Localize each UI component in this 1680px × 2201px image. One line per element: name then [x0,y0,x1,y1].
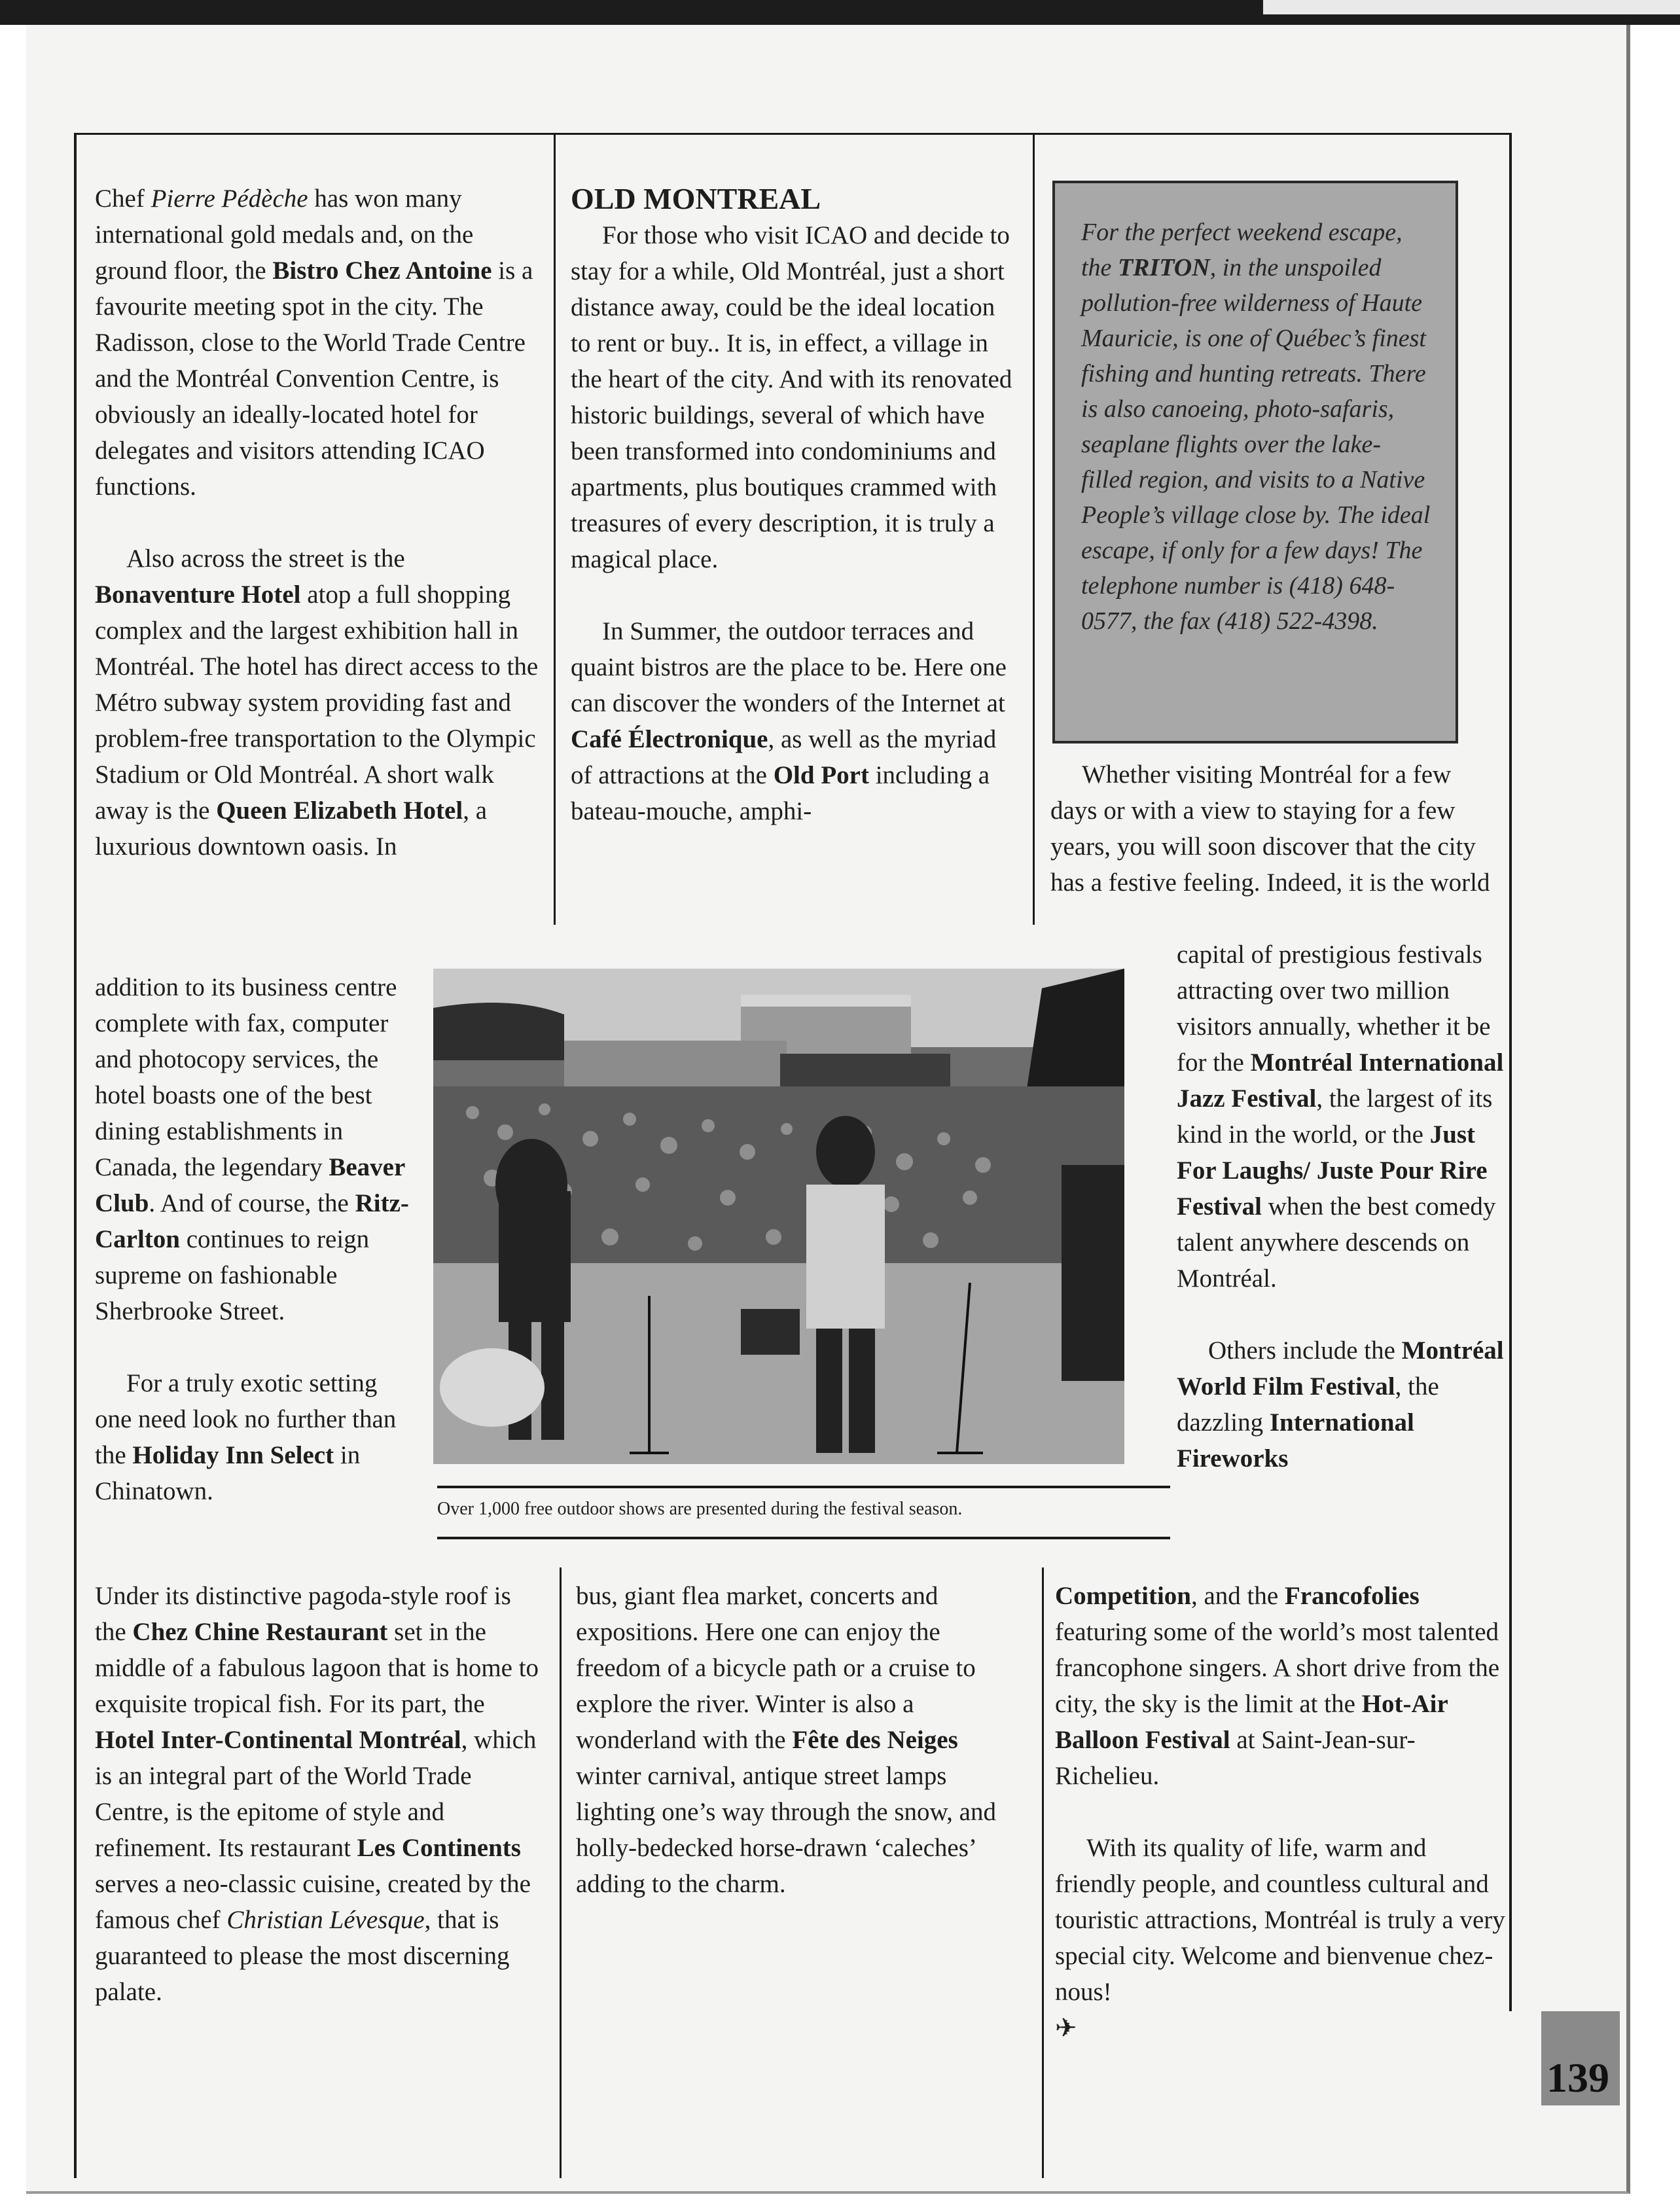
paragraph-chef: Chef Pierre Pédèche has won many international gold medals and, on the ground floor, the Bistro Chez Antoine is a favourite meeting spot in the city. The Radisson, close to the World Trade Centre and the Montréal Convention Centre, is obviously an ideally-located hotel for delegates and visitors attending ICAO functions. [95,185,533,501]
photo-caption: Over 1,000 free outdoor shows are presented during the festival season. [437,1499,963,1519]
paragraph-summer: In Summer, the outdoor terraces and quaint bistros are the place to be. Here one can discover the wonders of the Internet at Café Électronique, as well as the myriad of attractions at the Old Port including a bateau-mouche, amphi- [571,617,1007,825]
paragraph-francofolies: Competition, and the Francofolies featuring some of the world’s most talented francophone singers. A short drive from the city, the sky is the limit at the Hot-Air Balloon Festival at Saint-Jean-sur-Richelieu. [1055,1582,1500,1790]
paragraph-holiday-inn: For a truly exotic setting one need look no further than the Holiday Inn Select in Chinatown. [95,1369,397,1505]
section-heading-old-montreal: OLD MONTREAL [571,182,821,215]
column-divider-2-bottom [1042,1567,1044,2178]
paragraph-bonaventure: Also across the street is the Bonaventure Hotel atop a full shopping complex and the largest exhibition hall in Montréal. The hotel has direct access to the Métro subway system providing fast and problem-free transportation to the Olympic Stadium or Old Montréal. A short walk away is the Queen Elizabeth Hotel, a luxurious downtown oasis. In [95,545,539,861]
paragraph-others: Others include the Montréal World Film Festival, the dazzling International Fireworks [1177,1336,1504,1473]
column-3-middle [1177,937,1507,1476]
paragraph-old-montreal: For those who visit ICAO and decide to stay for a while, Old Montréal, just a short distance away, could be the ideal location to rent or buy.. It is, in effect, a village in the heart of the city. And with its renovated historic buildings, several of which have been transformed into condominiums and apartments, plus boutiques crammed with treasures of every description, it is truly a magical place. [571,221,1012,573]
column-2-top [571,181,1016,829]
column-divider-1-top [554,133,556,925]
column-3-bottom [1055,1578,1507,2046]
scan-edge-top-light [1263,0,1680,14]
column-3-top [1050,757,1502,901]
page-number-tab [1541,2011,1620,2105]
column-1-bottom [95,1578,546,2010]
column-divider-1-bottom [560,1567,562,2178]
paragraph-beaver-club: addition to its business centre complete with fax, computer and photocopy services, the hotel boasts one of the best dining establishments in Canada, the legendary Beaver Club. And of course, the Ritz-Carlton continues to reign supreme on fashionable Sherbrooke Street. [95,973,409,1325]
paragraph-chez-chine: Under its distinctive pagoda-style roof is the Chez Chine Restaurant set in the middle of a fabulous lagoon that is home to exquisite tropical fish. For its part, the Hotel Inter-Continental Montréal, which is an integral part of the World Trade Centre, is the epitome of style and refinement. Its restaurant Les Continents serves a neo-classic cuisine, created by the famous chef Christian Lévesque, that is guaranteed to please the most discerning palate. [95,1582,539,2006]
paragraph-winter: bus, giant flea market, concerts and expositions. Here one can enjoy the freedom of a bicycle path or a cruise to explore the river. Winter is also a wonderland with the Fête des Neiges winter carnival, antique street lamps lighting one’s way through the snow, and holly-bedecked horse-drawn ‘caleches’ adding to the charm. [576,1582,996,1898]
paragraph-festivals: capital of prestigious festivals attracting over two million visitors annually, whether it be for the Montréal International Jazz Festival, the largest of its kind in the world, or the Just For Laughs/ Juste Pour Rire Festival when the best comedy talent anywhere descends on Montréal. [1177,940,1504,1293]
caption-bottom-rule [437,1537,1170,1539]
paragraph-festive-city: Whether visiting Montréal for a few days or with a view to staying for a few years, you will soon discover that the city has a festive feeling. Indeed, it is the world [1050,761,1490,897]
column-1-middle [95,969,419,1509]
end-of-article-plane-icon: ✈ [1055,2013,1077,2043]
column-divider-2-top [1033,133,1035,925]
festival-concert-photo [433,969,1124,1464]
column-1-top [95,181,540,865]
frame-top-rule [74,133,1512,135]
triton-sidebar-box: For the perfect weekend escape, the TRITON, in the unspoiled pollution-free wilderness of Haute Mauricie, is one of Québec’s finest fishing and hunting retreats. There is also canoeing, photo-safaris, seaplane flights over the lake-filled region, and visits to a Native People’s village close by. The ideal escape, if only for a few days! The telephone number is (418) 648-0577, the fax (418) 522-4398. [1052,181,1458,743]
frame-left-rule [74,133,77,2178]
page-number: 139 [1546,2054,1609,2101]
frame-right-rule [1509,133,1512,2011]
paragraph-closing: With its quality of life, warm and friendly people, and countless cultural and touristic attractions, Montréal is truly a very special city. Welcome and bienvenue chez-nous! [1055,1834,1505,2006]
caption-top-rule [437,1486,1170,1488]
column-2-bottom [576,1578,1028,1902]
